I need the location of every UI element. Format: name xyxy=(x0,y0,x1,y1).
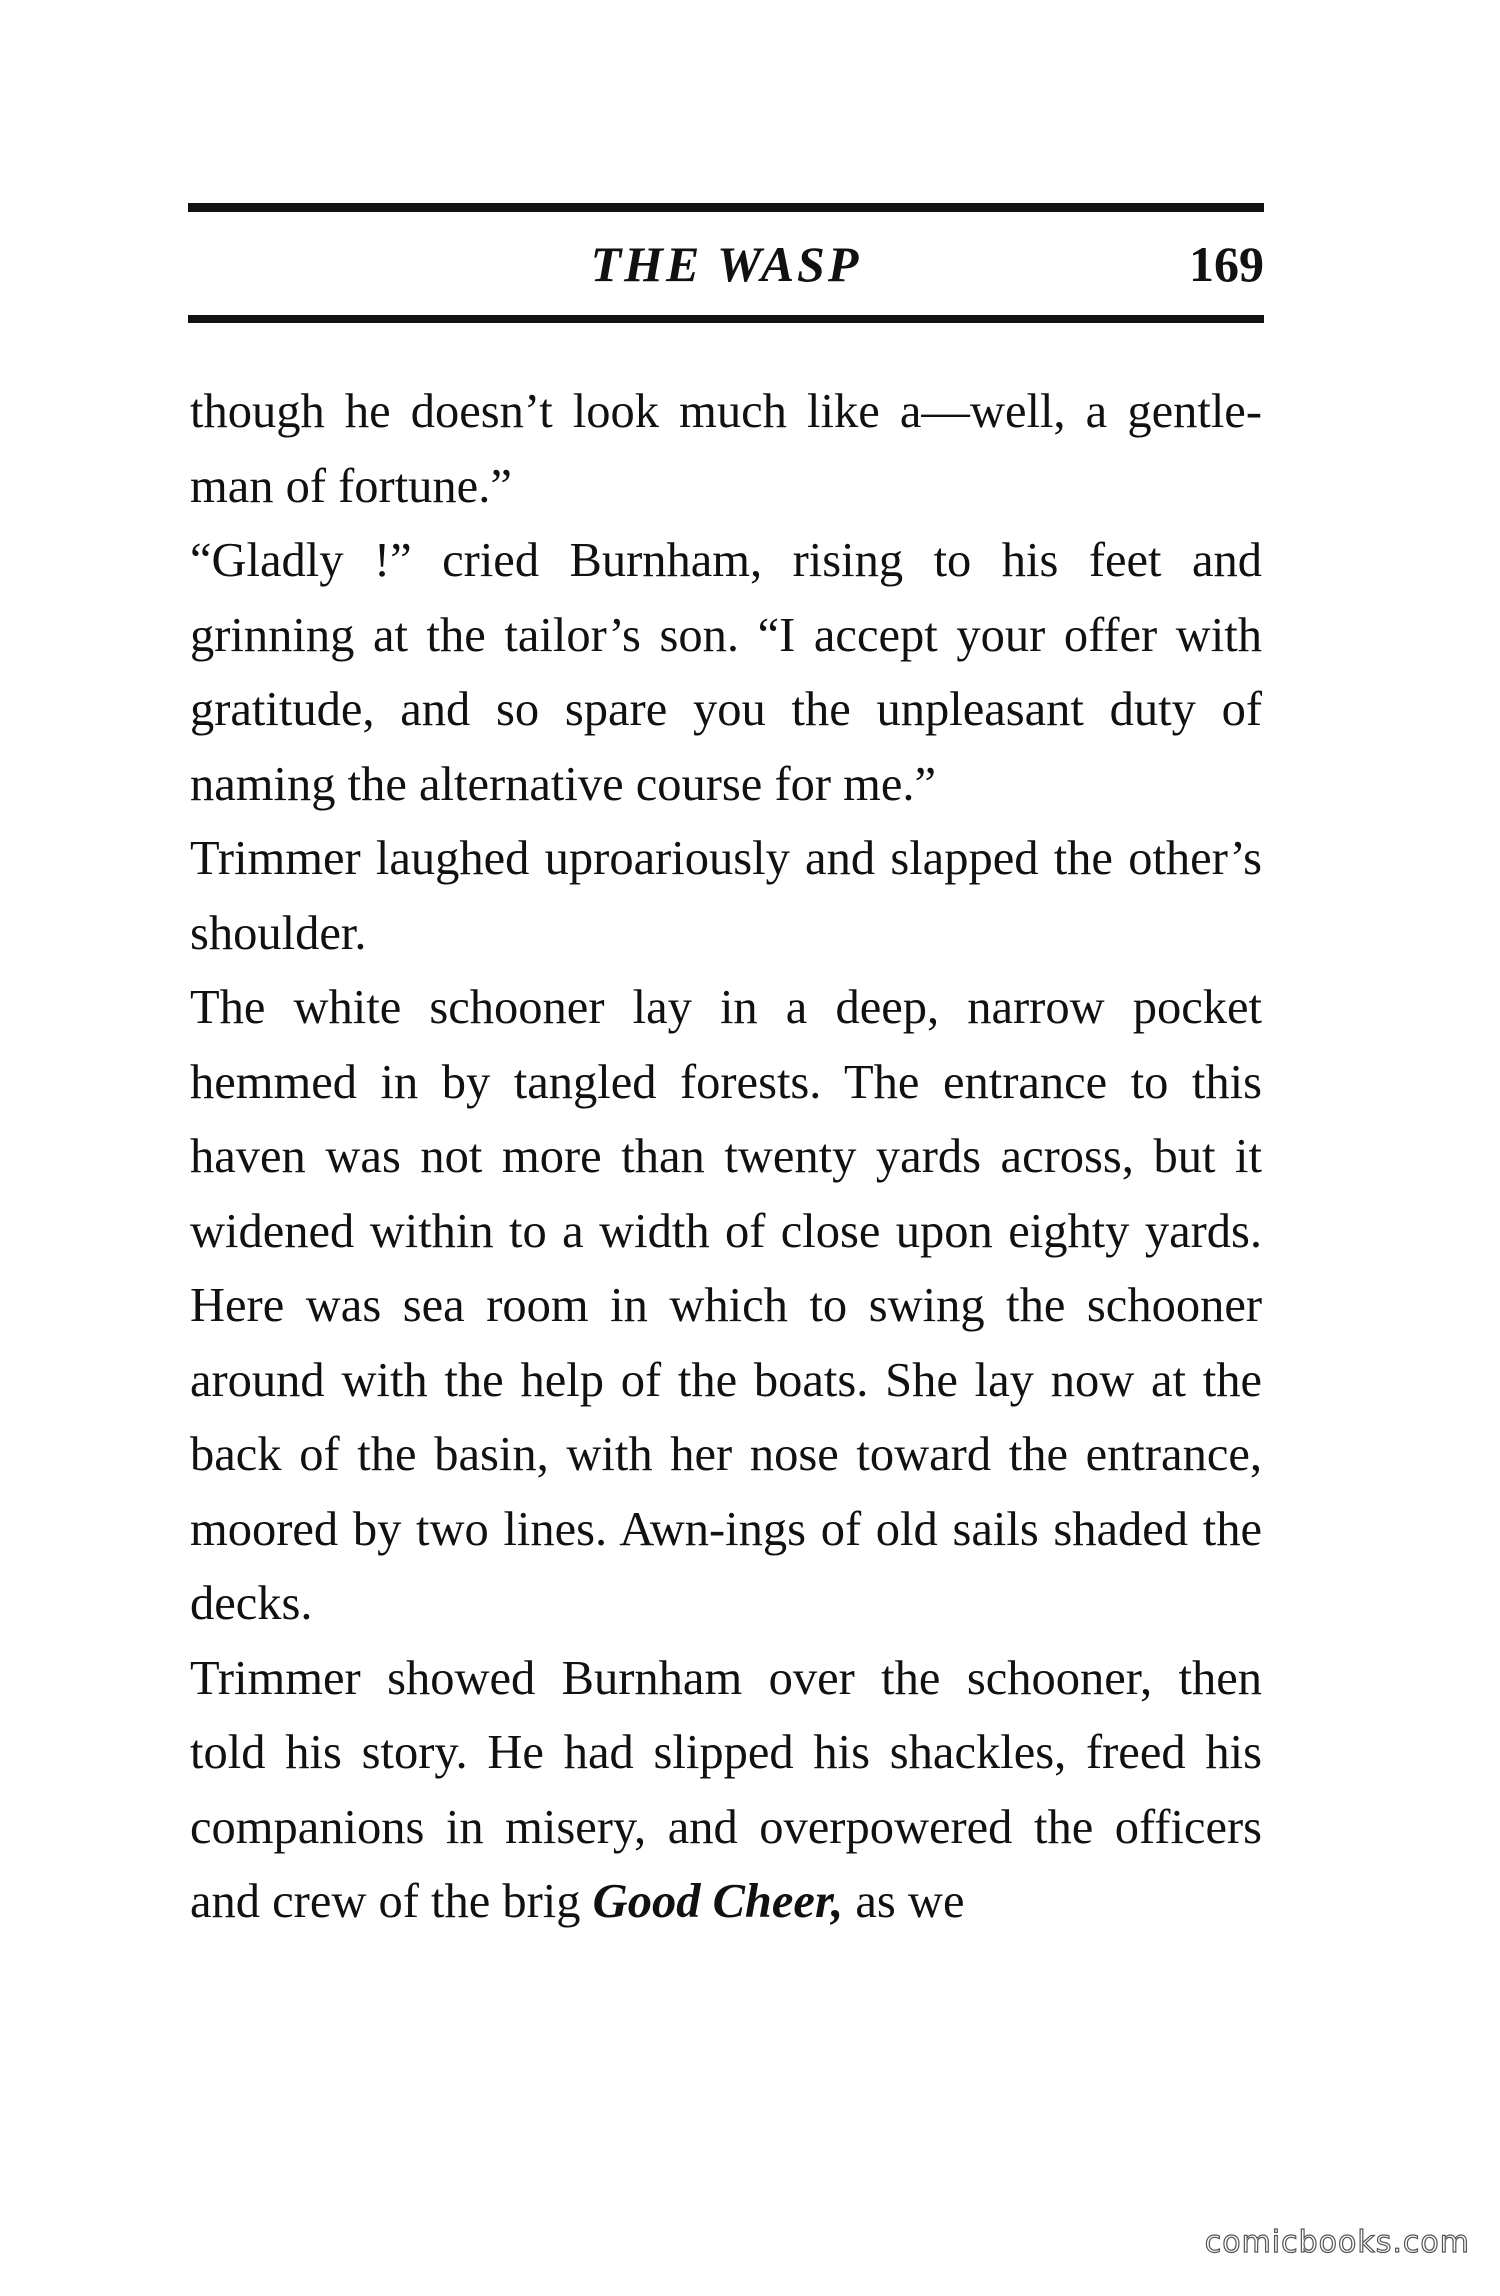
paragraph-1: though he doesn’t look much like a—well, a gentle-man of fortune.” xyxy=(190,385,1262,513)
running-title: THE WASP xyxy=(590,236,862,292)
body-text xyxy=(190,375,1262,1940)
paragraph-4: The white schooner lay in a deep, narrow pocket hemmed in by tangled forests. The entrance to this haven was not more than twenty yards across, but it widened within to a width of close upon eighty yards. Here was sea room in which to swing the schooner around with the help of the boats. She lay now at the back of the basin, with her nose toward the entrance, moored by two lines. Awn-ings of old sails shaded the decks. xyxy=(190,981,1262,1630)
page-number: 169 xyxy=(1189,236,1264,292)
watermark: comicbooks.com xyxy=(1204,2225,1470,2260)
paragraph-5-text-after: as we xyxy=(843,1875,965,1928)
paragraph-5 xyxy=(190,1642,1262,1940)
header-top-rule xyxy=(188,203,1264,212)
paragraph-3: Trimmer laughed uproariously and slapped the other’s shoulder. xyxy=(190,832,1262,960)
paragraph-2: “Gladly !” cried Burnham, rising to his feet and grinning at the tailor’s son. “I accept your offer with gratitude, and so spare you the unpleasant duty of naming the alternative course for me.” xyxy=(190,534,1262,811)
paragraph-5-text-before: Trimmer showed Burnham over the schooner, then told his story. He had slipped his shackles, freed his companions in misery, and overpowered the officers and crew of the brig xyxy=(190,1651,1262,1928)
ship-name: Good Cheer, xyxy=(592,1875,844,1928)
running-head xyxy=(188,228,1264,308)
header-bottom-rule xyxy=(188,315,1264,323)
